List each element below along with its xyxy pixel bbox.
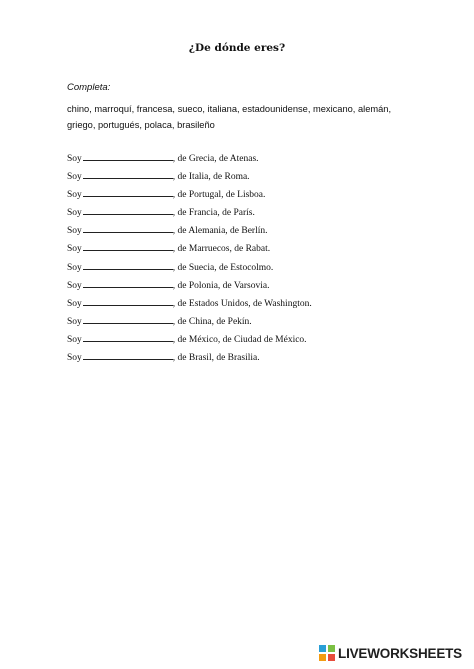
exercise-row (67, 222, 427, 240)
row-suffix: , de Portugal, de Lisboa. (172, 190, 266, 201)
exercise-row (67, 295, 427, 313)
row-prefix: Soy (67, 172, 82, 183)
answer-blank[interactable] (83, 222, 173, 233)
answer-blank[interactable] (83, 168, 173, 179)
row-prefix: Soy (67, 316, 82, 327)
row-suffix: , de Marruecos, de Rabat. (172, 244, 271, 255)
brand-name: LIVEWORKSHEETS (338, 645, 462, 661)
row-suffix: , de Polonia, de Varsovia. (172, 280, 270, 291)
row-prefix: Soy (67, 298, 82, 309)
row-suffix: , de Francia, de París. (172, 208, 255, 219)
exercise-row (67, 168, 427, 186)
row-suffix: , de China, de Pekín. (172, 316, 252, 327)
exercise-row (67, 277, 427, 295)
exercise-row (67, 186, 427, 204)
answer-blank[interactable] (83, 349, 173, 360)
answer-blank[interactable] (83, 240, 173, 251)
exercise-row (67, 204, 427, 222)
exercise-row (67, 313, 427, 331)
answer-blank[interactable] (83, 313, 173, 324)
row-prefix: Soy (67, 262, 82, 273)
liveworksheets-logo-icon (319, 645, 335, 661)
exercise-list (67, 150, 427, 367)
answer-blank[interactable] (83, 186, 173, 197)
answer-blank[interactable] (83, 277, 173, 288)
row-prefix: Soy (67, 334, 82, 345)
exercise-row (67, 331, 427, 349)
row-prefix: Soy (67, 190, 82, 201)
row-prefix: Soy (67, 280, 82, 291)
exercise-row (67, 150, 427, 168)
row-suffix: , de Brasil, de Brasilia. (172, 353, 260, 364)
footer-brand (319, 645, 462, 661)
row-prefix: Soy (67, 208, 82, 219)
answer-blank[interactable] (83, 204, 173, 215)
exercise-row (67, 259, 427, 277)
row-suffix: , de Estados Unidos, de Washington. (172, 298, 312, 309)
row-suffix: , de México, de Ciudad de México. (172, 334, 307, 345)
answer-blank[interactable] (83, 259, 173, 270)
exercise-row (67, 349, 427, 367)
row-prefix: Soy (67, 244, 82, 255)
page-title: ¿De dónde eres? (188, 42, 286, 54)
answer-blank[interactable] (83, 150, 173, 161)
row-prefix: Soy (67, 353, 82, 364)
row-suffix: , de Italia, de Roma. (172, 172, 250, 183)
instruction-label: Completa: (67, 82, 111, 93)
answer-blank[interactable] (83, 295, 173, 306)
answer-blank[interactable] (83, 331, 173, 342)
row-prefix: Soy (67, 226, 82, 237)
word-bank: chino, marroquí, francesa, sueco, italiana, estadounidense, mexicano, alemán, griego, portugués, polaca, brasileño (67, 104, 392, 130)
exercise-row (67, 240, 427, 258)
row-prefix: Soy (67, 154, 82, 164)
row-suffix: , de Alemania, de Berlín. (172, 226, 268, 237)
row-suffix: , de Grecia, de Atenas. (172, 154, 259, 164)
row-suffix: , de Suecia, de Estocolmo. (172, 262, 274, 273)
